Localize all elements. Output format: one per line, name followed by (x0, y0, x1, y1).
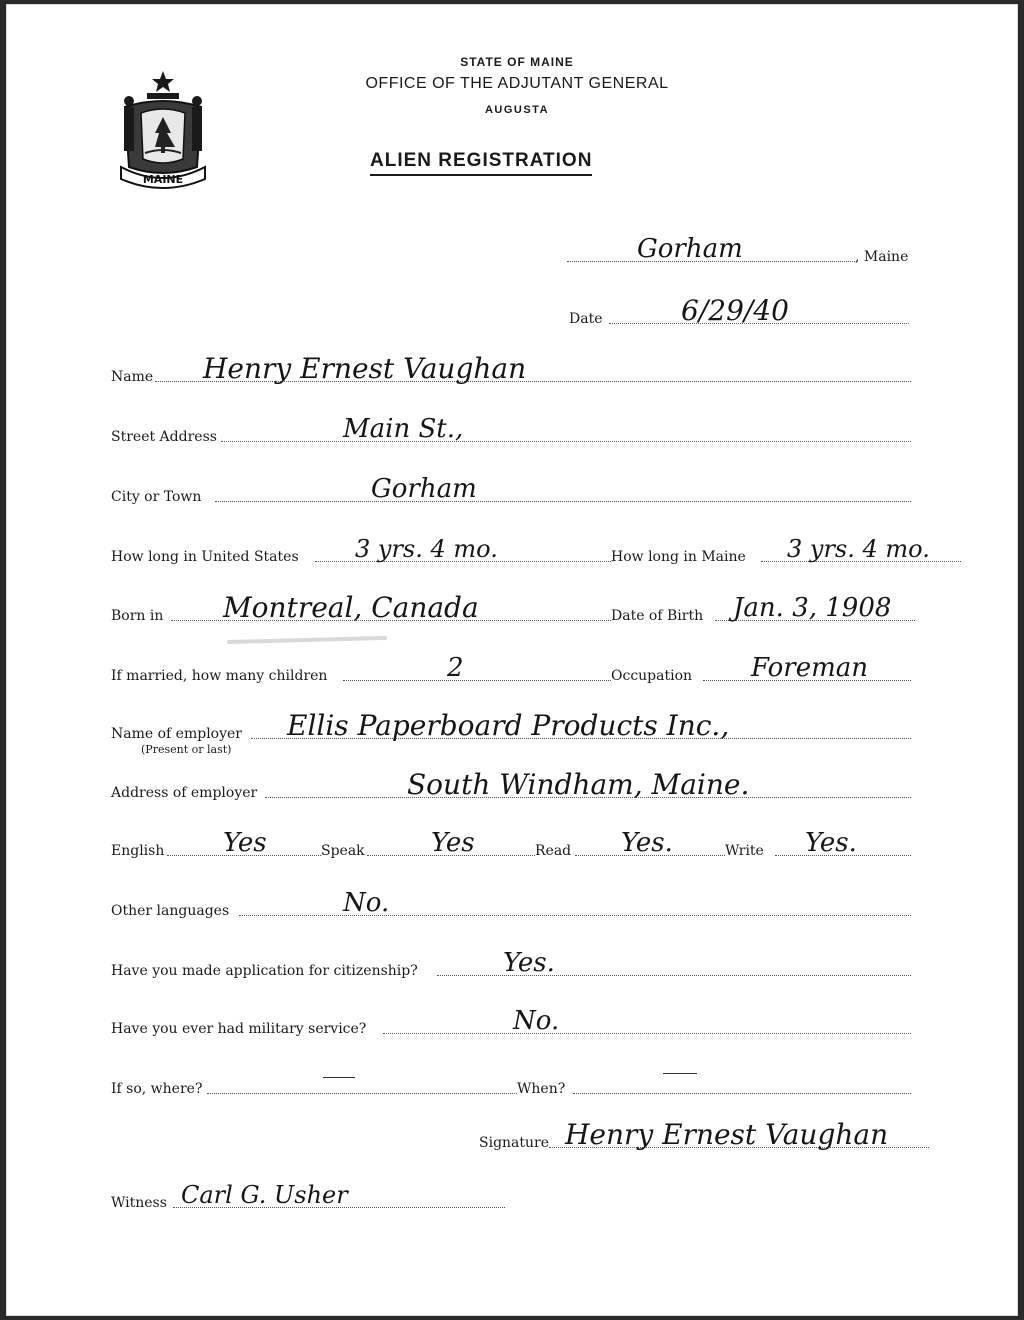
read-field (535, 828, 725, 859)
witness-label: Witness (111, 1195, 167, 1211)
born-in-label: Born in (111, 608, 164, 624)
witness-field (111, 1183, 505, 1211)
town-suffix: , Maine (855, 249, 909, 265)
date-label: Date (569, 311, 603, 327)
date-value: 6/29/40 (681, 294, 789, 327)
date-of-birth-value: Jan. 3, 1908 (733, 593, 892, 623)
name-label: Name (111, 369, 154, 385)
occupation-value: Foreman (751, 653, 868, 683)
header-city: AUGUSTA (484, 104, 550, 116)
speak-value: Yes (431, 828, 475, 858)
children-label: If married, how many children (111, 668, 328, 684)
where-label: If so, where? (111, 1081, 203, 1097)
how-long-us-label: How long in United States (111, 549, 299, 565)
signature-label: Signature (479, 1135, 550, 1151)
speak-field (321, 828, 535, 859)
read-value: Yes. (621, 828, 673, 858)
signature-field (479, 1118, 969, 1151)
speak-label: Speak (321, 843, 365, 859)
street-address-label: Street Address (111, 429, 217, 445)
city-town-line (215, 501, 911, 502)
employer-address-label: Address of employer (111, 785, 258, 801)
where-field (111, 1069, 517, 1097)
town-field (567, 234, 917, 265)
occupation-label: Occupation (611, 668, 693, 684)
military-service-field (111, 1006, 911, 1037)
military-service-line (383, 1033, 911, 1034)
write-label: Write (725, 843, 764, 859)
how-long-us-value: 3 yrs. 4 mo. (355, 535, 498, 563)
street-address-field (111, 414, 911, 445)
witness-value: Carl G. Usher (181, 1181, 348, 1209)
children-field (111, 653, 611, 684)
date-field (569, 294, 909, 327)
children-line (343, 680, 611, 681)
other-languages-line (239, 915, 911, 916)
date-of-birth-label: Date of Birth (611, 608, 704, 624)
signature-value: Henry Ernest Vaughan (565, 1118, 889, 1151)
other-languages-value: No. (343, 888, 390, 918)
paper-smudge (227, 636, 387, 644)
born-in-value: Montreal, Canada (223, 591, 479, 624)
header-state: STATE OF MAINE (460, 55, 574, 69)
when-field (517, 1069, 911, 1097)
english-field (111, 828, 321, 859)
street-address-line (221, 441, 911, 442)
when-label: When? (517, 1081, 566, 1097)
how-long-maine-value: 3 yrs. 4 mo. (787, 535, 930, 563)
english-value: Yes (223, 828, 267, 858)
header-office: OFFICE OF THE ADJUTANT GENERAL (365, 75, 669, 92)
employer-sub-label: (Present or last) (141, 743, 232, 756)
write-value: Yes. (805, 828, 857, 858)
military-service-label: Have you ever had military service? (111, 1021, 367, 1037)
date-of-birth-field (611, 593, 961, 624)
employer-address-value: South Windham, Maine. (407, 768, 750, 801)
city-town-label: City or Town (111, 489, 202, 505)
name-field (111, 352, 911, 385)
how-long-maine-label: How long in Maine (611, 549, 746, 565)
where-dash-mark (323, 1077, 355, 1078)
military-service-value: No. (513, 1006, 560, 1036)
employer-field (111, 709, 911, 742)
name-value: Henry Ernest Vaughan (203, 352, 527, 385)
occupation-field (611, 653, 911, 684)
born-in-field (111, 591, 611, 624)
employer-value: Ellis Paperboard Products Inc., (287, 709, 730, 742)
read-label: Read (535, 843, 572, 859)
street-address-value: Main St., (343, 414, 464, 444)
city-town-value: Gorham (371, 474, 477, 504)
write-field (725, 828, 911, 859)
employer-label: Name of employer (111, 726, 242, 742)
when-line (573, 1093, 911, 1094)
where-line (207, 1093, 517, 1094)
other-languages-field (111, 888, 911, 919)
citizenship-label: Have you made application for citizenship? (111, 963, 418, 979)
when-dash-mark (663, 1073, 697, 1074)
seal-lettering: MAINE (142, 173, 184, 186)
how-long-us-field (111, 537, 611, 565)
english-label: English (111, 843, 165, 859)
citizenship-field (111, 948, 911, 979)
form-title: ALIEN REGISTRATION (370, 150, 592, 176)
town-value: Gorham (637, 234, 743, 264)
other-languages-label: Other languages (111, 903, 230, 919)
children-value: 2 (447, 653, 464, 683)
employer-address-field (111, 768, 911, 801)
city-town-field (111, 474, 911, 505)
how-long-maine-field (611, 537, 961, 565)
citizenship-value: Yes. (503, 948, 555, 978)
registration-form-page (6, 4, 1018, 1316)
